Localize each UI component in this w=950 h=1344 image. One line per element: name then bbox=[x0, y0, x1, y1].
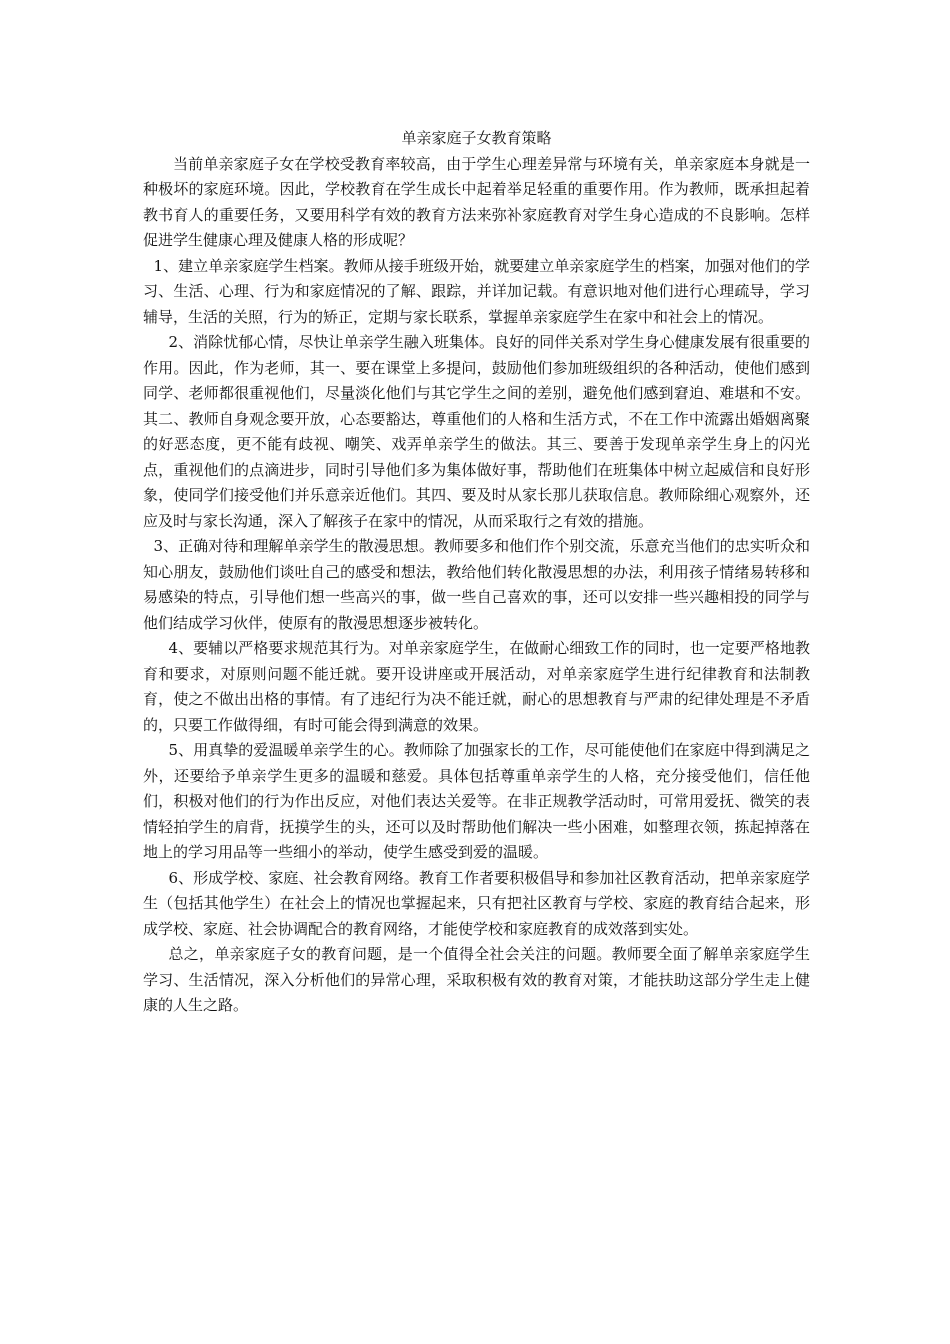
paragraph-4: 4、要辅以严格要求规范其行为。对单亲家庭学生，在做耐心细致工作的同时，也一定要严格地教育和要求，对原则问题不能迁就。要开设讲座或开展活动，对单亲家庭学生进行纪律教育和法制教育，使之不做出出格的事情。有了违纪行为决不能迁就，耐心的思想教育与严肃的纪律处理是不矛盾的，只要工作做得细，有时可能会得到满意的效果。 bbox=[143, 639, 810, 734]
paragraph-3: 3、正确对待和理解单亲学生的散漫思想。教师要多和他们作个别交流，乐意充当他们的忠实听众和知心朋友，鼓励他们谈吐自己的感受和想法，教给他们转化散漫思想的办法，利用孩子情绪易转移和易感染的特点，引导他们想一些高兴的事，做一些自己喜欢的事，还可以安排一些兴趣相投的同学与他们结成学习伙伴，使原有的散漫思想逐步被转化。 bbox=[143, 537, 810, 632]
paragraph-1: 1、建立单亲家庭学生档案。教师从接手班级开始，就要建立单亲家庭学生的档案，加强对他们的学习、生活、心理、行为和家庭情况的了解、跟踪，并详加记载。有意识地对他们进行心理疏导，学习辅导，生活的关照，行为的矫正，定期与家长联系，掌握单亲家庭学生在家中和社会上的情况。 bbox=[143, 256, 810, 326]
intro-paragraph: 当前单亲家庭子女在学校受教育率较高，由于学生心理差异常与环境有关，单亲家庭本身就是一种极坏的家庭环境。因此，学校教育在学生成长中起着举足轻重的重要作用。作为教师，既承担起着教书育人的重要任务，又要用科学有效的教育方法来弥补家庭教育对学生身心造成的不良影响。怎样促进学生健康心理及健康人格的形成呢？ bbox=[143, 154, 810, 249]
paragraph-6: 6、形成学校、家庭、社会教育网络。教育工作者要积极倡导和参加社区教育活动，把单亲家庭学生（包括其他学生）在社会上的情况也掌握起来，只有把社区教育与学校、家庭的教育结合起来，形成学校、家庭、社会协调配合的教育网络，才能使学校和家庭教育的成效落到实处。 bbox=[143, 868, 810, 938]
document-body bbox=[143, 126, 810, 1019]
conclusion-paragraph: 总之，单亲家庭子女的教育问题，是一个值得全社会关注的问题。教师要全面了解单亲家庭学生学习、生活情况，深入分析他们的异常心理，采取积极有效的教育对策，才能扶助这部分学生走上健康的人生之路。 bbox=[143, 945, 810, 1014]
paragraph-2: 2、消除忧郁心情，尽快让单亲学生融入班集体。良好的同伴关系对学生身心健康发展有很重要的作用。因此，作为老师，其一、要在课堂上多提问，鼓励他们参加班级组织的各种活动，使他们感到同学、老师都很重视他们，尽量淡化他们与其它学生之间的差别，避免他们感到窘迫、难堪和不安。其二、教师自身观念要开放，心态要豁达，尊重他们的人格和生活方式，不在工作中流露出婚姻离聚的好恶态度，更不能有歧视、嘲笑、戏弄单亲学生的做法。其三、要善于发现单亲学生身上的闪光点，重视他们的点滴进步，同时引导他们多为集体做好事，帮助他们在班集体中树立起威信和良好形象，使同学们接受他们并乐意亲近他们。其四、要及时从家长那儿获取信息。教师除细心观察外，还应及时与家长沟通，深入了解孩子在家中的情况，从而采取行之有效的措施。 bbox=[143, 333, 810, 530]
document-title: 单亲家庭子女教育策略 bbox=[401, 129, 552, 147]
paragraph-5: 5、用真挚的爱温暖单亲学生的心。教师除了加强家长的工作，尽可能使他们在家庭中得到满足之外，还要给予单亲学生更多的温暖和慈爱。具体包括尊重单亲学生的人格，充分接受他们，信任他们，积极对他们的行为作出反应，对他们表达关爱等。在非正规教学活动时，可常用爱抚、微笑的表情轻拍学生的肩背，抚摸学生的头，还可以及时帮助他们解决一些小困难，如整理衣领，拣起掉落在地上的学习用品等一些细小的举动，使学生感受到爱的温暖。 bbox=[143, 741, 810, 861]
